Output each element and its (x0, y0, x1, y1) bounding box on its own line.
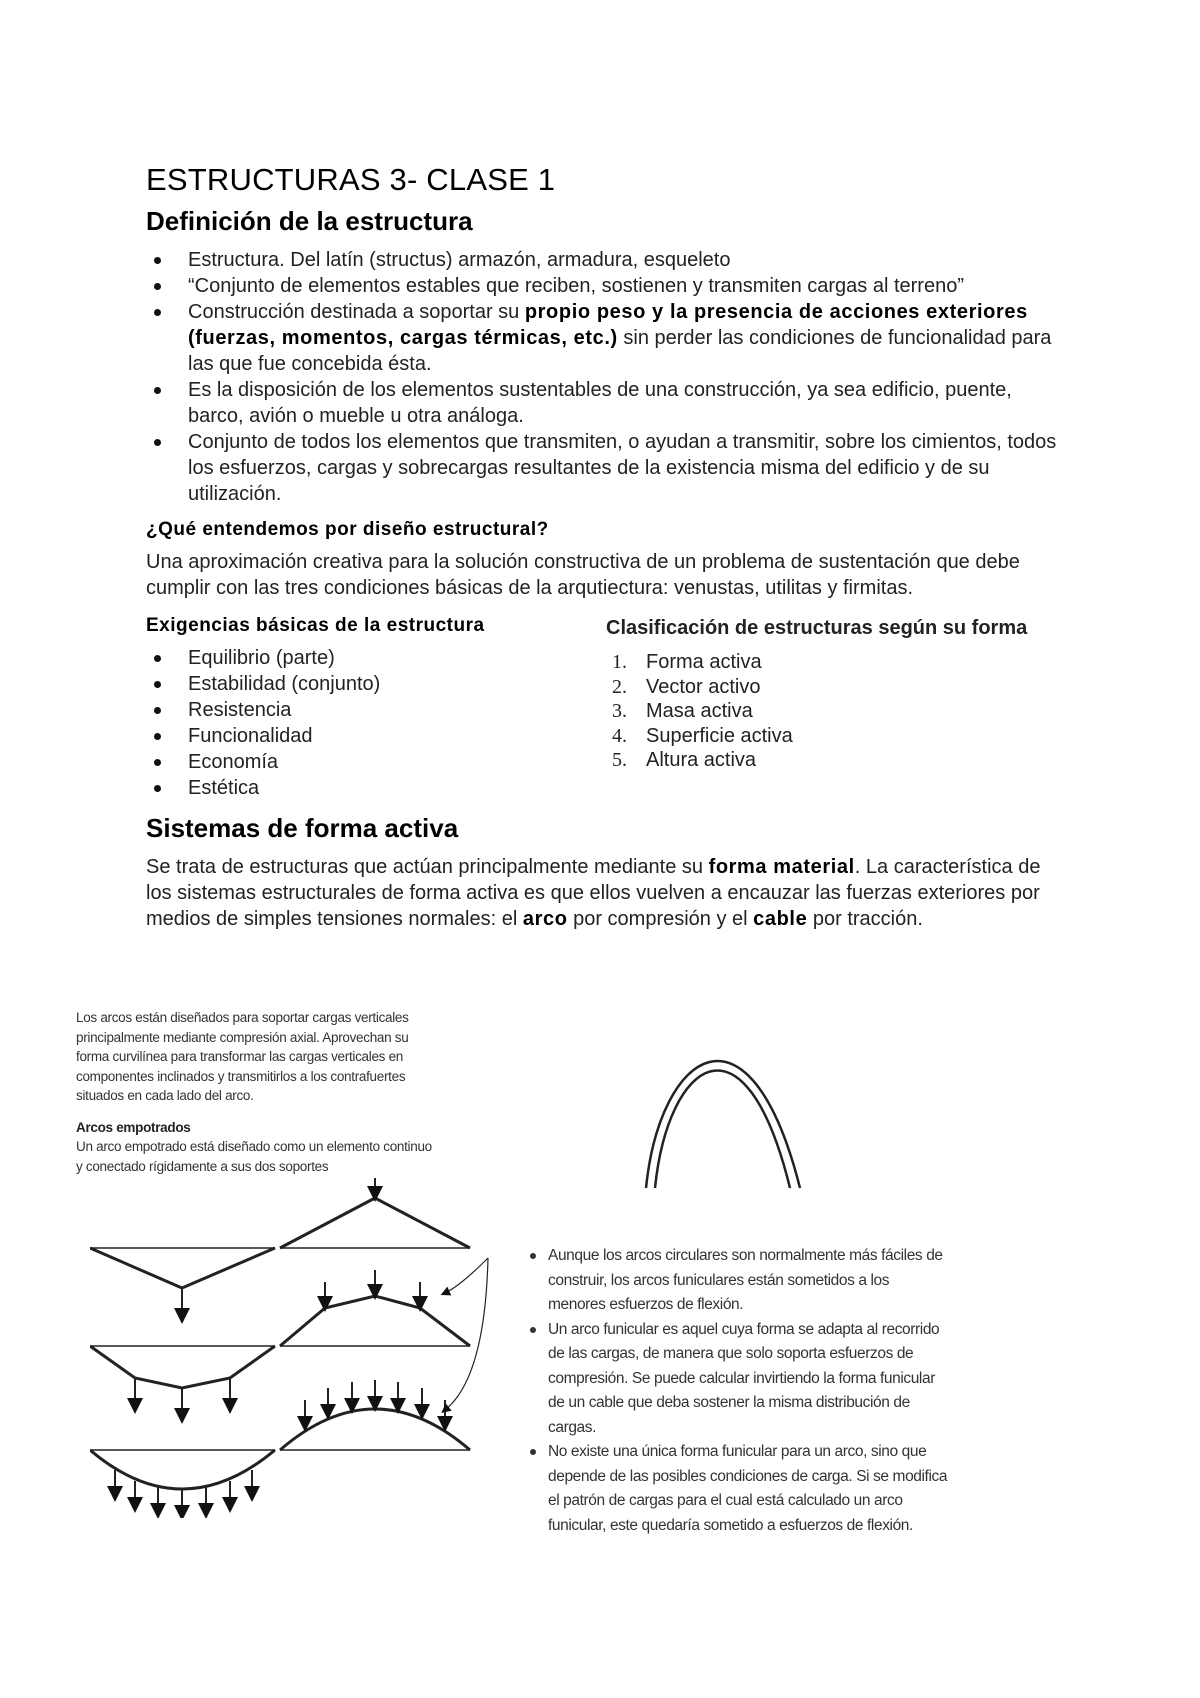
exigencia-item: Equilibrio (parte) (146, 645, 606, 671)
item-number: 1. (612, 651, 627, 673)
list-item: Construcción destinada a soportar su propio peso y la presencia de acciones exteriores (fuerzas, momentos, cargas térmicas, etc.) sin perder las condiciones de funcionalidad para las que fue concebida ésta. (146, 299, 1066, 377)
exigencia-item: Funcionalidad (146, 723, 606, 749)
document-page (146, 150, 1066, 932)
arcos-figure-text (76, 1008, 436, 1184)
exigencias-list (146, 645, 606, 801)
funicular-figure-text (528, 1244, 948, 1538)
exigencias-column (146, 615, 606, 801)
funicular-diagrams (90, 1178, 490, 1518)
item-label: Forma activa (646, 651, 762, 673)
clasificacion-item (606, 748, 1066, 773)
exigencia-item: Estabilidad (conjunto) (146, 671, 606, 697)
two-column-section (146, 615, 1066, 801)
item-label: Altura activa (646, 749, 757, 771)
item-label: Masa activa (646, 700, 753, 722)
item-number: 5. (612, 749, 627, 771)
exigencia-item: Economía (146, 749, 606, 775)
funicular-bullets (528, 1244, 948, 1538)
arcos-figure-clip (76, 1008, 436, 1184)
arch-drawing (600, 1010, 860, 1190)
item-number: 4. (612, 724, 627, 747)
section-heading-sistemas: Sistemas de forma activa (146, 813, 459, 843)
funicular-bullet: Un arco funicular es aquel cuya forma se adapta al recorrido de las cargas, de manera que solo soporta esfuerzos de compresión. Se puede calcular invirtiendo la forma funicular de un cable que deba sostener la misma distribución de cargas. (528, 1318, 948, 1441)
funicular-bullet: No existe una única forma funicular para un arco, sino que depende de las posibles condiciones de carga. Si se modifica el patrón de cargas para el cual está calculado un arco funicular, este quedaría sometido a esfuerzos de flexión. (528, 1440, 948, 1538)
exigencias-heading: Exigencias básicas de la estructura (146, 615, 485, 636)
definicion-list (146, 247, 1066, 507)
list-item: Es la disposición de los elementos sustentables de una construcción, ya sea edificio, puente, barco, avión o mueble u otra análoga. (146, 377, 1066, 429)
clasificacion-item (606, 724, 1066, 749)
clasificacion-list (606, 650, 1066, 773)
item-number: 3. (612, 700, 627, 722)
list-item: Conjunto de todos los elementos que transmiten, o ayudan a transmitir, sobre los cimientos, todos los esfuerzos, cargas y sobrecargas resultantes de la existencia misma del edificio y de su utilización. (146, 429, 1066, 507)
document-title: ESTRUCTURAS 3- CLASE 1 (146, 162, 556, 197)
clasificacion-column (606, 615, 1066, 801)
list-item: Estructura. Del latín (structus) armazón, armadura, esqueleto (146, 247, 1066, 273)
question-heading: ¿Qué entendemos por diseño estructural? (146, 519, 549, 540)
exigencia-item: Estética (146, 775, 606, 801)
sistemas-paragraph: Se trata de estructuras que actúan principalmente mediante su forma material. La característica de los sistemas estructurales de forma activa es que ellos vuelven a encauzar las fuerzas exteriores por medios de simples tensiones normales: el arco por compresión y el cable por tracción. (146, 856, 1041, 930)
exigencia-item: Resistencia (146, 697, 606, 723)
clasificacion-item (606, 699, 1066, 724)
arcos-empotrados-heading: Arcos empotrados (76, 1119, 191, 1135)
item-number: 2. (612, 675, 627, 698)
clasificacion-item (606, 675, 1066, 700)
list-item: “Conjunto de elementos estables que reciben, sostienen y transmiten cargas al terreno” (146, 273, 1066, 299)
diseno-paragraph: Una aproximación creativa para la solución constructiva de un problema de sustentación que debe cumplir con las tres condiciones básicas de la arqutiectura: venustas, utilitas y firmitas. (146, 551, 1020, 599)
section-heading-definicion: Definición de la estructura (146, 206, 473, 236)
arcos-empotrados-text: Un arco empotrado está diseñado como un elemento continuo y conectado rígidamente a sus dos soportes (76, 1139, 432, 1174)
item-label: Vector activo (646, 675, 761, 698)
arcos-description: Los arcos están diseñados para soportar cargas verticales principalmente mediante compresión axial. Aprovechan su forma curvilínea para transformar las cargas verticales en componentes inclinados y transmitirlos a los contrafuertes situados en cada lado del arco. (76, 1010, 409, 1103)
bold-text: propio peso y la presencia de acciones exteriores (fuerzas, momentos, cargas térmicas, etc.) (188, 301, 1028, 349)
funicular-bullet: Aunque los arcos circulares son normalmente más fáciles de construir, los arcos funiculares están sometidos a los menores esfuerzos de flexión. (528, 1244, 948, 1318)
clasificacion-item (606, 650, 1066, 675)
clasificacion-heading: Clasificación de estructuras según su forma (606, 617, 1028, 639)
item-label: Superficie activa (646, 724, 793, 747)
